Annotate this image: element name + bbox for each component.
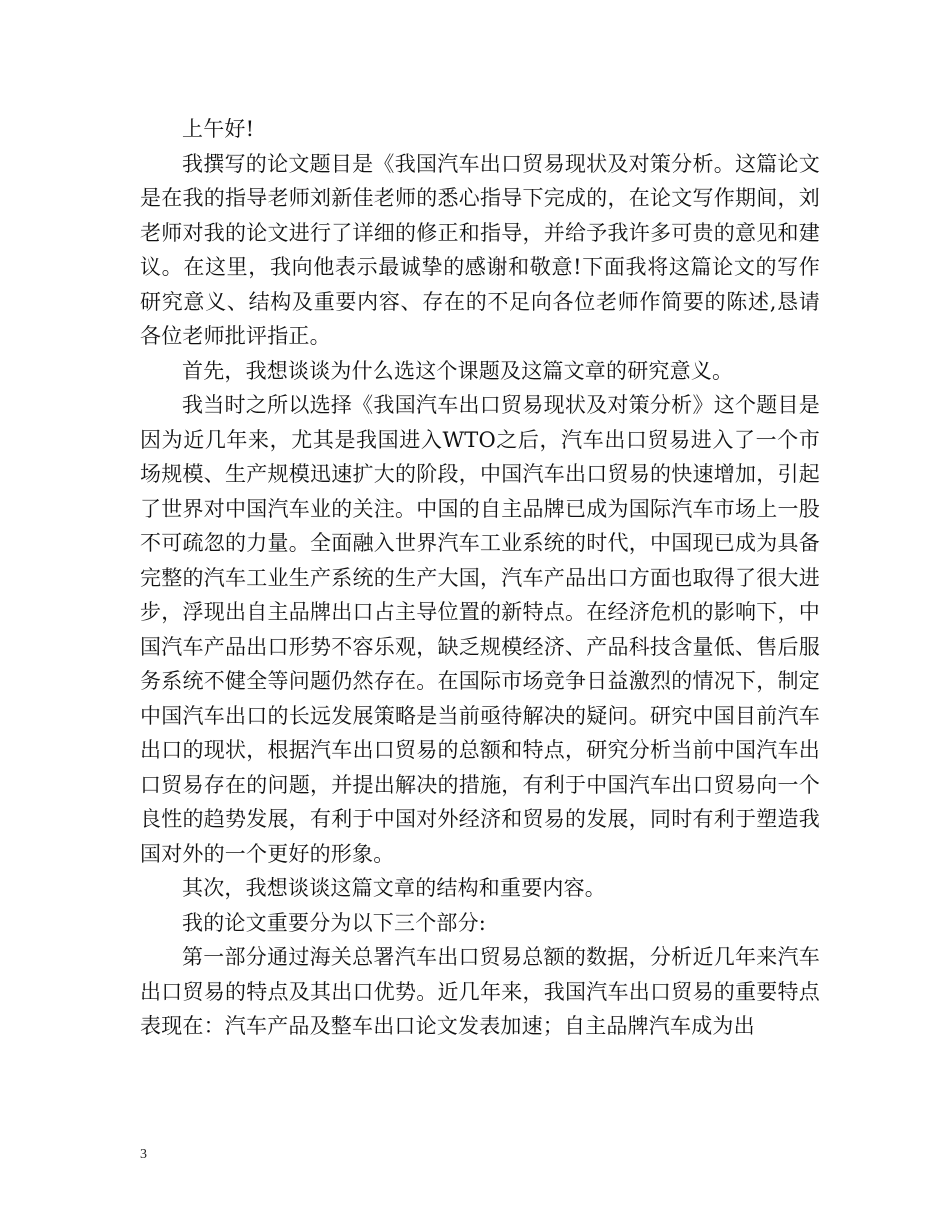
second-topic-paragraph: 其次，我想谈谈这篇文章的结构和重要内容。 — [182, 876, 606, 900]
first-topic-paragraph: 首先，我想谈谈为什么选这个课题及这篇文章的研究意义。 — [182, 358, 734, 383]
research-significance-paragraph: 我当时之所以选择《我国汽车出口贸易现状及对策分析》这个题目是因为近几年来，尤其是我国进入WTO之后，汽车出口贸易进入了一个市场规模、生产规模迅速扩大的阶段，中国汽车出口贸易的快速增加，引起了世界对中国汽车业的关注。中国的自主品牌已成为国际汽车市场上一股不可疏忽的力量。全面融入世界汽车工业系统的时代，中国现已成为具备完整的汽车工业生产系统的生产大国，汽车产品出口方面也取得了很大进步，浮现出自主品牌出口占主导位置的新特点。在经济危机的影响下，中国汽车产品出口形势不容乐观，缺乏规模经济、产品科技含量低、售后服务系统不健全等问题仍然存在。在国际市场竞争日益激烈的情况下，制定中国汽车出口的长远发展策略是当前亟待解决的疑问。研究中国目前汽车出口的现状，根据汽车出口贸易的总额和特点，研究分析当前中国汽车出口贸易存在的问题，并提出解决的措施，有利于中国汽车出口贸易向一个良性的趋势发展，有利于中国对外经济和贸易的发展，同时有利于塑造我国对外的一个更好的形象。 — [140, 393, 820, 866]
greeting-paragraph: 上午好! — [182, 117, 255, 141]
structure-intro-paragraph: 我的论文重要分为以下三个部分: — [182, 910, 487, 935]
page-number: 3 — [140, 1147, 147, 1162]
document-body — [140, 112, 820, 1044]
intro-paragraph: 我撰写的论文题目是《我国汽车出口贸易现状及对策分析。这篇论文是在我的指导老师刘新佳老师的悉心指导下完成的，在论文写作期间，刘老师对我的论文进行了详细的修正和指导，并给予我许多可贵的意见和建议。在这里，我向他表示最诚挚的感谢和敬意!下面我将这篇论文的写作研究意义、结构及重要内容、存在的不足向各位老师作简要的陈述,恳请各位老师批评指正。 — [140, 151, 820, 348]
part-one-paragraph: 第一部分通过海关总署汽车出口贸易总额的数据，分析近几年来汽车出口贸易的特点及其出口优势。近几年来，我国汽车出口贸易的重要特点表现在：汽车产品及整车出口论文发表加速；自主品牌汽车成为出 — [140, 945, 820, 1038]
